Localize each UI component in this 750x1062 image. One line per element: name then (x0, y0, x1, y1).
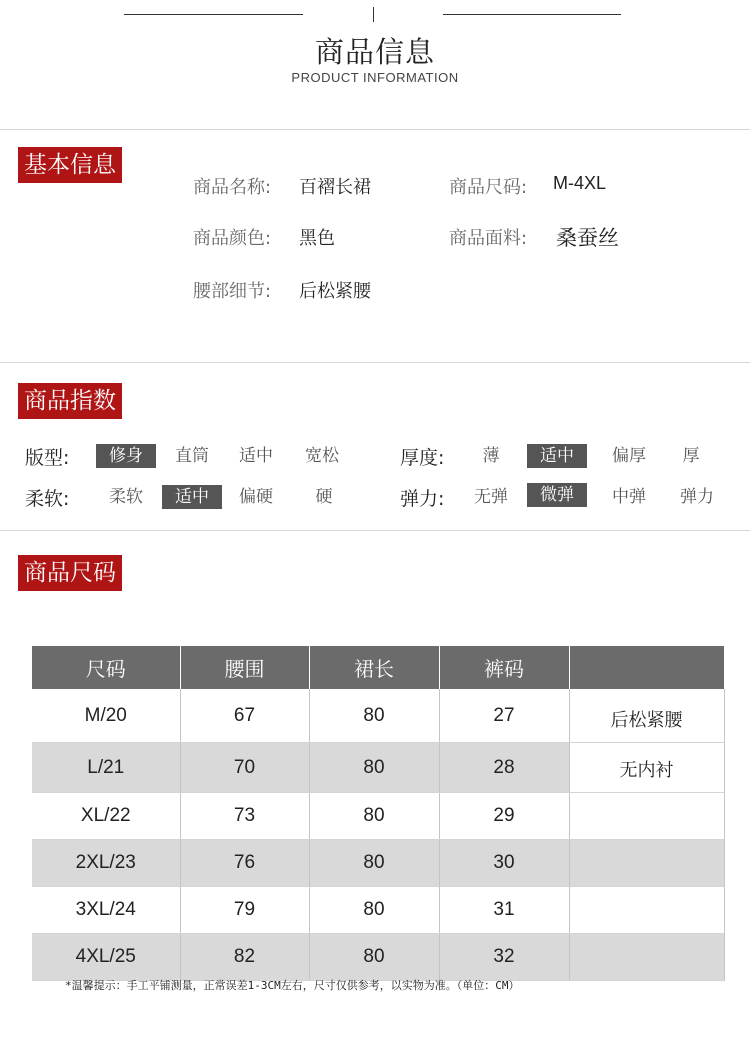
cell-pant: 28 (439, 743, 569, 793)
cell-waist: 76 (180, 840, 309, 887)
thickness-option-thickish: 偏厚 (612, 446, 646, 466)
fit-option-straight: 直筒 (175, 446, 209, 466)
cell-note (569, 934, 724, 981)
thickness-option-medium: 适中 (527, 444, 587, 468)
cell-pant: 31 (439, 887, 569, 934)
header-pant-size: 裤码 (439, 646, 569, 689)
measurement-footnote: *温馨提示：手工平铺测量，正常误差1-3CM左右，尺寸仅供参考，以实物为准。（单位：CM） (65, 979, 520, 992)
header-size: 尺码 (32, 646, 180, 689)
header-center-tick (373, 7, 374, 22)
cell-waist: 73 (180, 793, 309, 840)
product-name-value: 百褶长裙 (299, 177, 371, 198)
cell-pant: 27 (439, 689, 569, 743)
waist-detail-value: 后松紧腰 (299, 281, 371, 302)
section-divider-1 (0, 129, 750, 130)
thickness-label: 厚度: (400, 447, 445, 469)
size-table (32, 646, 725, 981)
product-color-label: 商品颜色: (193, 228, 272, 249)
header-note (569, 646, 724, 689)
softness-option-medium: 适中 (162, 485, 222, 509)
elasticity-option-medium: 中弹 (612, 487, 646, 507)
cell-note (569, 793, 724, 840)
fit-label: 版型: (25, 447, 70, 469)
waist-detail-label: 腰部细节: (193, 281, 272, 302)
thickness-option-thin: 薄 (482, 446, 500, 466)
table-row (32, 840, 724, 887)
thickness-option-thick: 厚 (682, 446, 700, 466)
product-color-value: 黑色 (299, 228, 335, 249)
cell-length: 80 (309, 743, 439, 793)
elasticity-option-stretch: 弹力 (680, 487, 714, 507)
fit-option-slim: 修身 (96, 444, 156, 468)
table-row (32, 934, 724, 981)
cell-pant: 29 (439, 793, 569, 840)
product-size-label: 商品尺码: (449, 177, 528, 198)
cell-pant: 32 (439, 934, 569, 981)
cell-length: 80 (309, 689, 439, 743)
header-right-rule (443, 14, 621, 15)
cell-size: 2XL/23 (32, 840, 180, 887)
cell-size: 3XL/24 (32, 887, 180, 934)
basic-info-badge: 基本信息 (18, 147, 122, 183)
table-row (32, 689, 724, 743)
section-divider-2 (0, 362, 750, 363)
cell-note (569, 840, 724, 887)
product-fabric-label: 商品面料: (449, 228, 528, 249)
cell-waist: 82 (180, 934, 309, 981)
cell-length: 80 (309, 793, 439, 840)
fit-option-regular: 适中 (239, 446, 273, 466)
header-left-rule (124, 14, 303, 15)
elasticity-option-slight: 微弹 (527, 483, 587, 507)
page-title: 商品信息 (314, 35, 435, 69)
header-skirt-length: 裙长 (309, 646, 439, 689)
product-name-label: 商品名称: (193, 177, 272, 198)
cell-note: 后松紧腰 (569, 689, 724, 743)
fit-option-loose: 宽松 (305, 446, 339, 466)
cell-waist: 70 (180, 743, 309, 793)
cell-size: 4XL/25 (32, 934, 180, 981)
softness-option-soft: 柔软 (109, 487, 143, 507)
softness-option-stiff: 硬 (315, 487, 333, 507)
elasticity-option-none: 无弹 (474, 487, 508, 507)
page-subtitle: PRODUCT INFORMATION (291, 70, 459, 85)
cell-size: M/20 (32, 689, 180, 743)
product-size-value: M-4XL (553, 173, 607, 193)
cell-length: 80 (309, 934, 439, 981)
cell-pant: 30 (439, 840, 569, 887)
table-row (32, 743, 724, 793)
size-table-header (32, 646, 724, 689)
cell-length: 80 (309, 887, 439, 934)
cell-size: L/21 (32, 743, 180, 793)
cell-length: 80 (309, 840, 439, 887)
cell-note (569, 887, 724, 934)
size-chart-badge: 商品尺码 (18, 555, 122, 591)
table-row (32, 887, 724, 934)
softness-option-stiffish: 偏硬 (239, 487, 273, 507)
table-row (32, 793, 724, 840)
cell-size: XL/22 (32, 793, 180, 840)
elasticity-label: 弹力: (400, 488, 445, 510)
section-divider-3 (0, 530, 750, 531)
cell-waist: 79 (180, 887, 309, 934)
cell-waist: 67 (180, 689, 309, 743)
product-index-badge: 商品指数 (18, 383, 122, 419)
product-fabric-value: 桑蚕丝 (556, 226, 619, 250)
header-waist: 腰围 (180, 646, 309, 689)
cell-note: 无内衬 (569, 743, 724, 793)
softness-label: 柔软: (25, 488, 70, 510)
